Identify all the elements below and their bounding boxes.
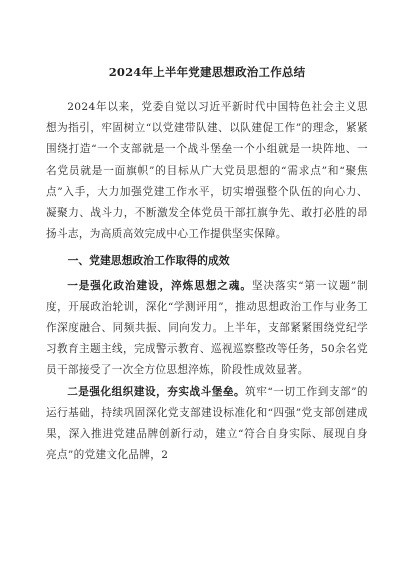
- item-text-1: 坚决落实“第一议题”制度，开展政治轮训，深化“学测评用”，推动思想政治工作与业务工作深度融合、同频共振、同向发力。上半年，支部紧紧围绕党纪学习教育主题主线，完成警示教育、巡视巡察整改等任务，50余名党员干部接受了一次全方位思想淬炼，阶段性成效显著。: [46, 279, 368, 377]
- section-heading: 一、党建思想政治工作取得的成效: [67, 254, 230, 268]
- item-paragraph-2: [46, 382, 368, 467]
- document-title: 2024年上半年党建思想政治工作总结: [108, 65, 306, 79]
- item-paragraph-1: [46, 276, 368, 382]
- item-text-2: 筑牢“一切工作到支部”的运行基础，持续巩固深化党支部建设标准化和“四强”党支部创建成果，深入推进党建品牌创新行动，建立“符合自身实际、展现自身亮点”的党建文化品牌，2: [46, 385, 368, 462]
- item-lead-1: 一是强化政治建设，淬炼思想之魂。: [67, 279, 252, 292]
- intro-paragraph: 2024年以来，党委自觉以习近平新时代中国特色社会主义思想为指引，牢固树立“以党建带队建、以队建促工作”的理念，紧紧围绕打造“一个支部就是一个战斗堡垒一个小组就是一块阵地、一名党员就是一面旗帜”的目标从广大党员思想的“需求点”和“聚焦点”入手，大力加强党建工作水平，切实增强整个队伍的向心力、凝聚力、战斗力，不断激发全体党员干部扛旗争先、敢打必胜的昂扬斗志，为高质高效完成中心工作提供坚实保障。: [46, 101, 368, 241]
- item-lead-2: 二是强化组织建设，夯实战斗堡垒。: [67, 385, 246, 398]
